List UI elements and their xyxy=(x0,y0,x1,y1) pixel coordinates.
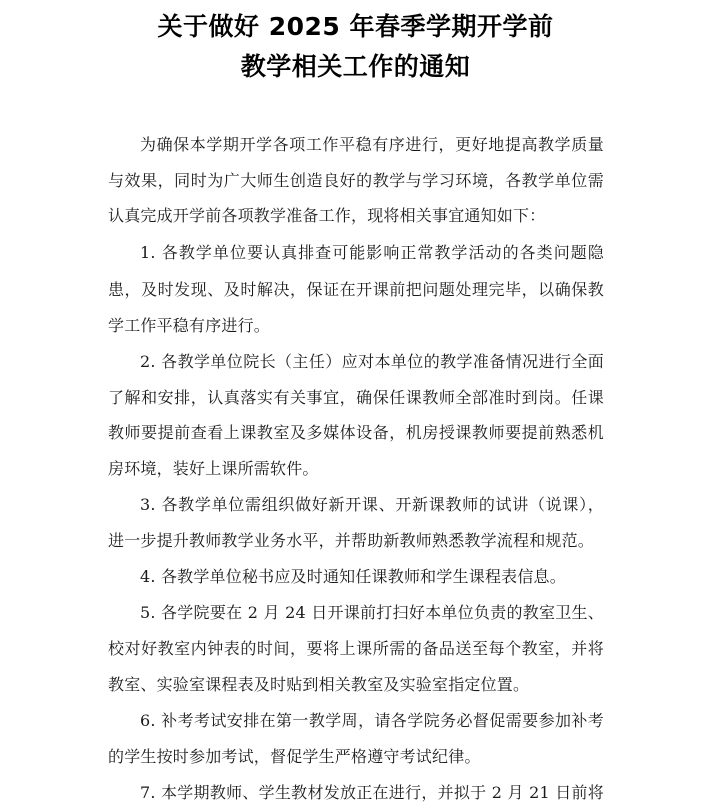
item-7-line-1: 7. 本学期教师、学生教材发放正在进行，并拟于 2 月 21 日前将 xyxy=(140,783,604,802)
item-2-line-3: 教师要提前查看上课教室及多媒体设备，机房授课教师要提前熟悉机 xyxy=(108,423,604,442)
item-1-line-2: 患，及时发现、及时解决，保证在开课前把问题处理完毕，以确保教 xyxy=(108,280,604,299)
paragraph-intro-line-1: 为确保本学期开学各项工作平稳有序进行，更好地提高教学质量 xyxy=(140,135,604,154)
item-4-line-1: 4. 各教学单位秘书应及时通知任课教师和学生课程表信息。 xyxy=(140,567,566,586)
paragraph-intro-line-2: 与效果，同时为广大师生创造良好的教学与学习环境，各教学单位需 xyxy=(108,171,604,190)
item-2-line-4: 房环境，装好上课所需软件。 xyxy=(108,459,319,478)
item-5-line-3: 教室、实验室课程表及时贴到相关教室及实验室指定位置。 xyxy=(108,675,530,694)
item-5-line-2: 校对好教室内钟表的时间，要将上课所需的备品送至每个教室，并将 xyxy=(108,639,604,658)
item-2-line-2: 了解和安排，认真落实有关事宜，确保任课教师全部准时到岗。任课 xyxy=(108,388,604,407)
item-6-line-1: 6. 补考考试安排在第一教学周，请各学院务必督促需要参加补考 xyxy=(140,711,604,730)
item-2-line-1: 2. 各教学单位院长（主任）应对本单位的教学准备情况进行全面 xyxy=(140,352,604,371)
item-3-line-1: 3. 各教学单位需组织做好新开课、开新课教师的试讲（说课）， xyxy=(140,495,604,514)
item-5-line-1: 5. 各学院要在 2 月 24 日开课前打扫好本单位负责的教室卫生、 xyxy=(140,603,604,622)
item-6-line-2: 的学生按时参加考试，督促学生严格遵守考试纪律。 xyxy=(108,747,481,766)
item-1-line-3: 学工作平稳有序进行。 xyxy=(108,316,271,335)
item-1-line-1: 1. 各教学单位要认真排查可能影响正常教学活动的各类问题隐 xyxy=(140,243,604,262)
document-title-line-1: 关于做好 2025 年春季学期开学前 xyxy=(157,12,554,41)
document-title-line-2: 教学相关工作的通知 xyxy=(240,52,471,81)
item-3-line-2: 进一步提升教师教学业务水平，并帮助新教师熟悉教学流程和规范。 xyxy=(108,531,595,550)
paragraph-intro-line-3: 认真完成开学前各项教学准备工作，现将相关事宜通知如下： xyxy=(108,206,546,225)
